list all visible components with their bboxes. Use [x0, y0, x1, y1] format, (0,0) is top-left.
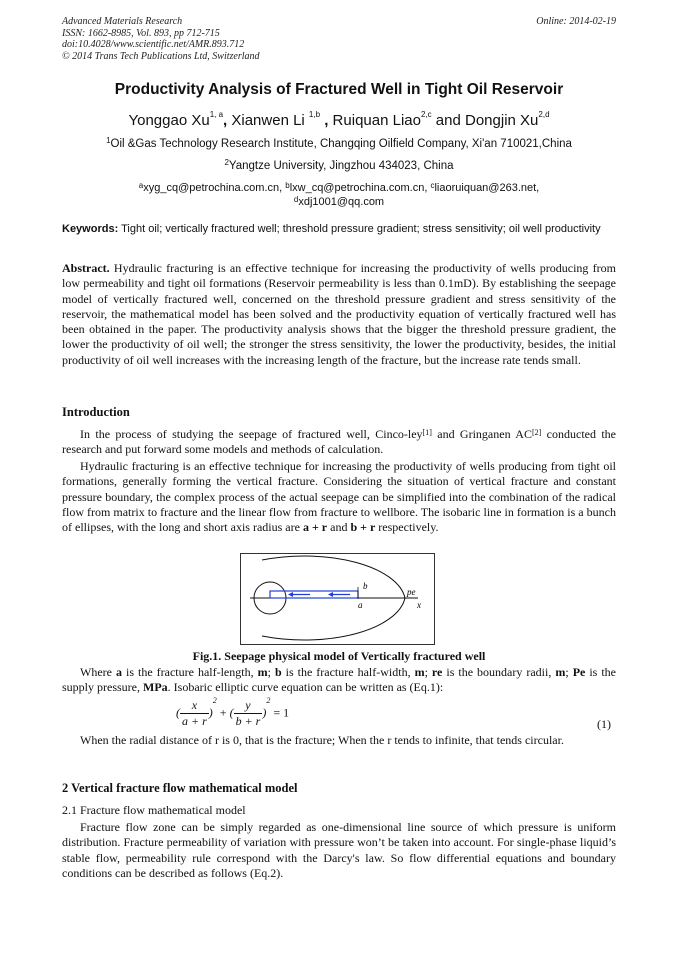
email-sup: b: [285, 181, 290, 190]
affiliation-2: [0, 160, 678, 172]
label-x: x: [417, 600, 421, 610]
email-sup: c: [430, 181, 435, 190]
equation-number: (1): [597, 717, 611, 731]
after-equation-paragraph: When the radial distance of r is 0, that is the fracture; When the r tends to infinite, that tends circular.: [80, 733, 564, 747]
fracture-model-figure: [240, 553, 435, 645]
where-paragraph: Where a is the fracture half-length, m; b is the fracture half-width, m; re is the boundary radii, m; Pe is the supply pressure, MPa. Isobaric elliptic curve equation can be written as (Eq.1):: [62, 665, 617, 695]
email-link[interactable]: xyg_cq@petrochina.com.cn,: [143, 182, 286, 194]
keywords-text: Tight oil; vertically fractured well; threshold pressure gradient; stress sensitivity; oil well productivity: [118, 223, 601, 235]
section-heading-introduction: Introduction: [62, 405, 130, 419]
eq-denominator: b + r: [235, 714, 261, 728]
section-heading-2: 2 Vertical fracture flow mathematical model: [62, 781, 298, 795]
author-sup: 2,c: [420, 110, 432, 119]
section2-paragraph: Fracture flow zone can be simply regarded as one-dimensional line source of which pressure is uniform distribution. Fracture permeability of variation with pressure won’t be taken into account. For single-phase liquid’s stable flow, permeability rule correspond with the Darcy's law. So flow differential equations and boundary conditions can be described as follows (Eq.2).: [62, 820, 616, 880]
eq-exponent: 2: [212, 696, 217, 705]
email-sup: a: [138, 181, 144, 190]
eq-paren: ): [262, 705, 267, 720]
doi: doi:10.4028/www.scientific.net/AMR.893.712: [62, 39, 245, 50]
affiliation-text: Oil &Gas Technology Research Institute, Changqing Oilfield Company, Xi'an 710021,China: [110, 138, 572, 150]
citation-ref[interactable]: [1]: [422, 428, 432, 437]
eq-numerator: y: [234, 698, 263, 714]
label-b: b: [363, 581, 368, 591]
paragraph-text: respectively.: [375, 520, 439, 535]
paragraph-text: In the process of studying the seepage of fractured well, Cinco-ley: [80, 427, 423, 441]
email-sup: d: [293, 195, 299, 204]
affiliation-text: Yangtze University, Jingzhou 434023, China: [228, 160, 454, 172]
abstract-label: Abstract.: [62, 261, 110, 275]
figure-caption: Fig.1. Seepage physical model of Vertically fractured well: [192, 649, 486, 663]
figure-frame: [241, 554, 435, 645]
intro-paragraph-1: [62, 427, 616, 458]
email-link[interactable]: liaoruiquan@263.net,: [434, 182, 540, 194]
eq-paren: (: [229, 705, 234, 720]
equation-1: [176, 698, 289, 729]
intro-paragraph-2: [62, 459, 616, 535]
author-sup: 1, a: [209, 110, 224, 119]
abstract-text: Hydraulic fracturing is an effective technique for increasing the productivity of wells producing from low permeability and tight oil formations (Reservoir permeability is less than 0.1mD). By establishing the seepage model of vertically fractured well, concerned on the threshold pressure gradient and stress sensitivity of the reservoir, the mathematical model has been solved and the productivity equation of vertically fractured well has been obtained in the paper. The productivity analysis shows that the bigger the threshold pressure gradient, the lower the productivity of oil well; the stronger the stress sensitivity, the lower the productivity, besides, the initial productivity of oil well increases with the increasing length of the fracture, but the increase rate tends small.: [62, 261, 616, 367]
eq-paren: (: [176, 705, 180, 720]
author-name: and Dongjin Xu: [431, 112, 539, 129]
affiliation-sup: 2: [224, 158, 229, 167]
copyright: © 2014 Trans Tech Publications Ltd, Switzerland: [62, 50, 260, 62]
affiliation-1: [0, 138, 678, 150]
journal-header: [62, 16, 260, 62]
paper-title: Productivity Analysis of Fractured Well in Tight Oil Reservoir: [114, 81, 564, 98]
author-sup: 2,d: [538, 110, 550, 119]
eq-numerator: x: [180, 698, 209, 714]
paragraph-text: conducted the research and put forward some models and methods of calculation.: [62, 427, 617, 457]
author-sep: ,: [223, 112, 228, 129]
online-date: Online: 2014-02-19: [536, 16, 616, 27]
paragraph-text: and: [327, 520, 351, 535]
author-name: Xianwen Li: [227, 112, 309, 129]
author-sep: ,: [320, 112, 329, 129]
abstract: [62, 261, 616, 368]
math-term: b + r: [350, 520, 376, 535]
paragraph-text: and Gringanen AC: [431, 427, 532, 441]
author-name: Ruiquan Liao: [328, 112, 421, 129]
eq-operator: +: [216, 705, 230, 720]
eq-fraction: [180, 698, 209, 729]
email-link[interactable]: lxw_cq@petrochina.com.cn,: [289, 182, 431, 194]
issn: ISSN: 1662-8985, Vol. 893, pp 712-715: [62, 27, 220, 39]
keywords-label: Keywords:: [62, 223, 119, 235]
eq-fraction: [234, 698, 263, 729]
math-term: a + r: [302, 520, 328, 535]
arrow-icon: [328, 592, 333, 597]
paragraph-text: Hydraulic fracturing is an effective technique for increasing the productivity of wells producing from tight oil formations, generally forming the vertical fracture. Considering the situation of vertical fracture and constant pressure boundary, the complex process of the actual seepage can be simplified into the combination of the radical flow from matrix to fracture and the linear flow from fracture to wellbore. The isobaric line in formation is a bunch of ellipses, with the long and short axis radius are: [62, 459, 616, 535]
label-pe: pe: [407, 587, 416, 597]
eq-denominator: a + r: [182, 714, 207, 728]
author-name: Yonggao Xu: [128, 112, 210, 129]
author-sup: 1,b: [308, 110, 321, 119]
subsection-heading-2-1: 2.1 Fracture flow mathematical model: [62, 803, 246, 817]
affiliation-sup: 1: [106, 136, 111, 145]
label-a: a: [358, 600, 363, 610]
eq-paren: ): [208, 705, 213, 720]
email-list: [60, 181, 618, 209]
arrow-icon: [288, 592, 293, 597]
eq-exponent: 2: [266, 696, 271, 705]
journal-name: Advanced Materials Research: [62, 16, 183, 27]
citation-ref[interactable]: [2]: [531, 428, 542, 437]
author-list: [0, 112, 678, 129]
eq-operator: = 1: [270, 705, 290, 720]
keywords: [62, 222, 616, 237]
email-link[interactable]: xdj1001@qq.com: [298, 196, 385, 208]
